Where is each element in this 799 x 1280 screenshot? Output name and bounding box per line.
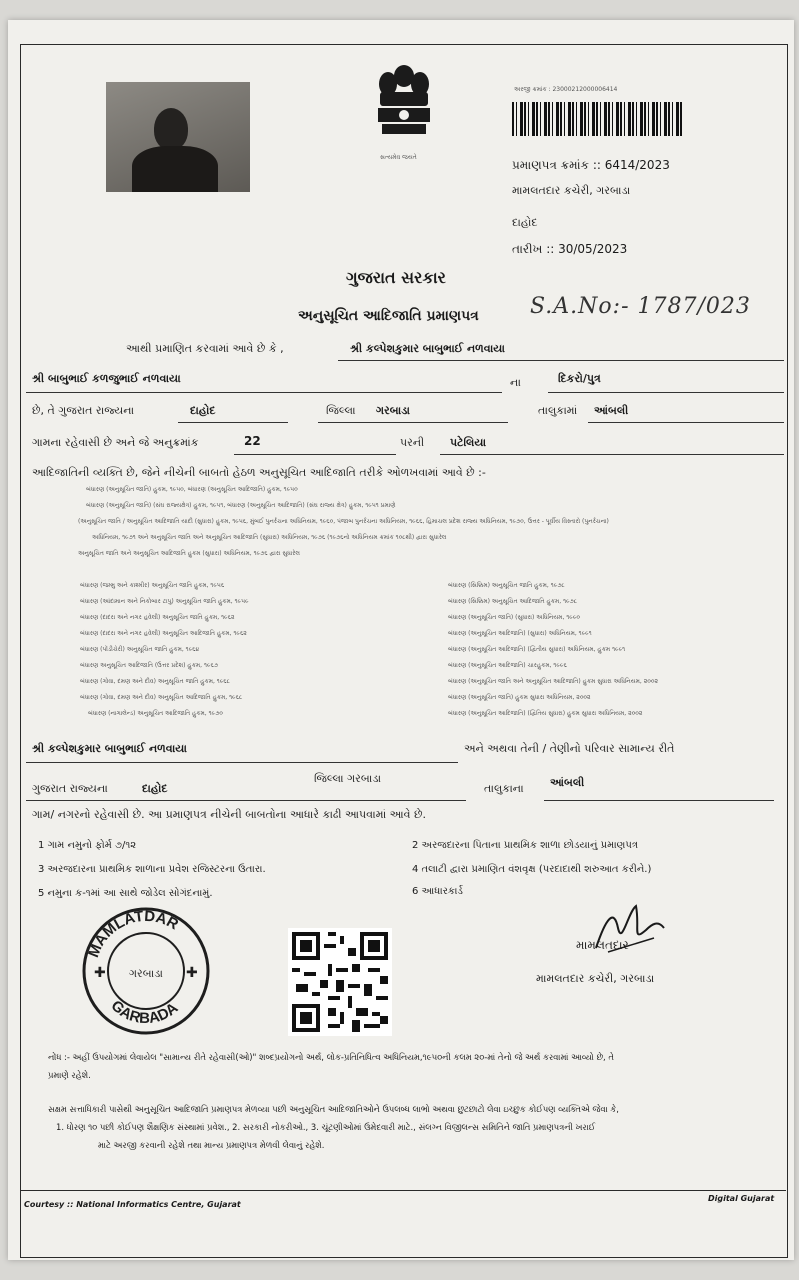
applicant-name: શ્રી કલ્પેશકુમાર બાબુભાઈ નળવાયા [350,342,505,355]
order-right: બંધારણ (અનુસૂચિત આદિજાતિ) ચારહુકમ, ૧૯૯૬ [448,662,567,669]
certify-prefix: આથી પ્રમાણિત કરવામાં આવે છે કે , [126,342,284,355]
order-left: બંધારણ (જમ્મુ અને કાશ્મીર) અનુસૂચિત જાતિ હુકમ, ૧૯૫૬ [80,582,225,589]
certificate-title: અનુસૂચિત આદિજાતિ પ્રમાણપત્ર [298,308,479,324]
order-left: બંધારણ (પોંડીચેરી) અનુસૂચિત જાતિ હુકમ, ૧૯૬૪ [80,646,200,653]
taluka-label: તાલુકામાં [538,404,578,417]
order-left: બંધારણ (દાદરા અને નગર હવેલી) અનુસૂચિત જાતિ હુકમ, ૧૯૬૨ [80,614,235,621]
document-item: 4 તલાટી દ્વારા પ્રમાણિત વંશવૃક્ષ (પરદાદાથી શરુઆત કરીને.) [412,864,652,875]
order-right: બંધારણ (અનુસૂચિત જાતિ) (સુધારા) અધિનિયમ, ૧૯૯૦ [448,614,580,621]
footer-digital-gujarat: Digital Gujarat [708,1194,775,1203]
tribe-name: પટેલિયા [450,436,487,449]
order-right: બંધારણ (અનુસૂચિત આદિજાતિ) (દ્વિતીય સુધારા) અધિનિયમ, હુકમ ૧૯૯૧ [448,646,626,653]
barcode [512,102,684,136]
mamlatdar-seal [80,905,212,1037]
footer-divider [20,1190,786,1191]
note-benefits-list: 1. ધોરણ ૧૦ પછી કોઈપણ શૈક્ષણિક સંસ્થામાં પ્રવેશ., 2. સરકારી નોકરીઓ., 3. ચૂંટણીઓમાં ઉમેદવારી માટે., સંલગ્ન વિજીલન્સ સમિતિને જાતિ પ્રમાણપત્રની ખરાઈ [56,1122,596,1132]
district-value: દાહોદ [190,404,216,417]
taluka-value: ગરબાડા [376,404,410,417]
state-prefix: છે, તે ગુજરાત રાજ્યના [32,404,135,417]
note-residency-end: પ્રમાણે રહેશે. [48,1070,91,1080]
order-line: બંધારણ (અનુસૂચિત જાતિ) હુકમ, ૧૯૫૦, બંધારણ (અનુસૂચિત આદિજાતિ) હુકમ, ૧૯૫૦ [86,486,298,493]
issuing-district: દાહોદ [512,216,538,229]
certificate-number: પ્રમાણપત્ર ક્રમાંક :: 6414/2023 [512,158,670,172]
government-title: ગુજરાત સરકાર [346,268,446,287]
svg-text:✚: ✚ [186,965,198,981]
jilla-label: જિલ્લા [326,404,356,417]
father-name: શ્રી બાબુભાઈ કળજુભાઈ નળવાયા [32,372,181,385]
issue-date: તારીખ :: 30/05/2023 [512,242,628,256]
family-village: આંબલી [550,776,585,789]
na-label: ના [510,376,521,389]
signatory-office: મામલતદાર કચેરી, ગરબાડા [536,972,655,985]
footer-courtesy: Courtesy :: National Informatics Centre, Gujarat [24,1200,241,1209]
order-right: બંધારણ (અનુસૂચિત આદિજાતિ) (દ્વિતિય સુધારા) હુકમ સુધારા અધિનિયમ, ૨૦૦૨ [448,710,643,717]
family-taluka-label: તાલુકાના [484,782,524,795]
family-state: ગુજરાત રાજ્યના [32,782,108,795]
parni-label: પરની [400,436,425,449]
order-line: અધિનિયમ, ૧૯૭૧ અને અનુસૂચિત જાતિ અને અનુસૂચિત આદિજાતિ (સુધારા) અધિનિયમ, ૧૯૭૬ (૧૯૭૬નો અધિનિયમ ક્રમાંક ૧૦૮થી) દ્વારા સુધારેલ [92,534,447,541]
order-right: બંધારણ (સિક્કિમ) અનુસૂચિત જાતિ હુકમ, ૧૯૭૮ [448,582,565,589]
basis-statement: ગામ/ નગરનો રહેવાસી છે. આ પ્રમાણપત્ર નીચેની બાબતોના આધારે કાઢી આપવામાં આવે છે. [32,808,427,821]
family-name: શ્રી કલ્પેશકુમાર બાબુભાઈ નળવાયા [32,742,187,755]
certificate-sheet [8,20,794,1260]
emblem-motto: સત્યમેવ જયતે [380,154,417,161]
order-line: અનુસૂચિત જાતિ અને અનુસૂચિત આદિજાતિ હુકમ (સુધારા) અધિનિયમ, ૧૯૭૬ દ્વારા સુધારેલ [78,550,300,557]
national-emblem-icon [368,62,440,154]
order-right: બંધારણ (અનુસૂચિત આદિજાતિ) (સુધારા) અધિનિયમ, ૧૯૯૧ [448,630,592,637]
document-item: 2 અરજદારના પિતાના પ્રાથમિક શાળા છોડયાનું પ્રમાણપત્ર [412,840,639,851]
document-item: 5 નમુના ક-૧માં આ સાથે જોડેલ સોગંદનામું. [38,888,213,899]
resident-text: ગામના રહેવાસી છે અને જે અનુક્રમાંક [32,436,199,449]
document-item: 6 આધારકાર્ડ [412,886,463,897]
order-right: બંધારણ (અનુસૂચિત જાતિ અને અનુસૂચિત આદિજાતિ) હુકમ સુધારા અધિનિયમ, ૨૦૦૨ [448,678,658,685]
note-benefits: સક્ષમ સત્તાધિકારી પાસેથી અનુસૂચિત આદિજાતિ પ્રમાણપત્ર મેળવ્યા પછી અનુસૂચિત આદિજાતિઓને ઉપલબ્ધ લાભો અથવા છુટછાટો લેવા ઇચ્છુક કોઈપણ વ્યક્તિએ જેવા કે, [48,1104,619,1114]
order-right: બંધારણ (સિક્કિમ) અનુસૂચિત આદિજાતિ હુકમ, ૧૯૭૮ [448,598,578,605]
signatory-title: મામલતદાર [576,938,629,952]
document-item: 1 ગામ નમુનો ફોર્મ ૭/૧૨ [38,840,137,851]
family-suffix: અને અથવા તેની / તેણીનો પરિવાર સામાન્ય રીતે [464,742,675,755]
family-jilla: જિલ્લા ગરબાડા [314,772,382,785]
seal-bottom-text: GARBADA [107,997,182,1028]
svg-text:✚: ✚ [94,965,106,981]
order-right: બંધારણ (અનુસૂચિત જાતિ) હુકમ સુધારા અધિનિયમ, ૨૦૦૨ [448,694,591,701]
issuing-office: મામલતદાર કચેરી, ગરબાડા [512,184,631,197]
serial-number: 22 [244,434,261,448]
order-left: બંધારણ (આંદામાન અને નિકોબાર ટાપુ) અનુસૂચિત જાતિ હુકમ, ૧૯૫૯ [80,598,249,605]
order-left: બંધારણ (ગોવા, દમણ અને દીવ) અનુસૂચિત જાતિ હુકમ, ૧૯૬૮ [80,678,230,685]
relation: દિકરો/પુત્ર [558,372,601,385]
order-line: (અનુસૂચિત જાતિ / અનુસૂચિત આદિજાતિ યાદી (સુધારા) હુકમ, ૧૯૫૬, મુંબઈ પુનર્રચના અધિનિયમ, ૧૯૬૦, પંજાબ પુનર્રચના અધિનિયમ, ૧૯૬૬, હિમાચલ પ્રદેશ રાજ્ય અધિનિયમ, ૧૯૭૦, ઉત્તર - પૂર્વીય વિસ્તારો (પુનર્રચના) [78,518,609,525]
order-left: બંધારણ (ગોવા, દમણ અને દીવ) અનુસૂચિત આદિજાતિ હુકમ, ૧૯૬૮ [80,694,243,701]
order-left: બંધારણ અનુસૂચિત આદિજાતિ (ઉત્તર પ્રદેશ) હુકમ, ૧૯૬૭ [80,662,218,669]
note-residency: નોંધ :- અહીં ઉપયોગમાં લેવાયેલ "સામાન્ય રીતે રહેવાસી(ઓ)" શબ્દપ્રયોગનો અર્થ, લોક-પ્રતિનિધિત્વ અધિનિયમ,૧૯૫૦ની કલમ ૨૦-માં તેનો જે અર્થ કરવામાં આવ્યો છે, તે [48,1052,614,1062]
handwritten-serial: S.A.No:- 1787/023 [530,294,751,319]
village-value: આંબલી [594,404,629,417]
order-left: બંધારણ (નાગાલેન્ડ) અનુસૂચિત આદિજાતિ હુકમ, ૧૯૭૦ [88,710,223,717]
family-district: દાહોદ [142,782,168,795]
note-benefits-end: માટે અરજી કરવાની રહેશે તથા માન્ય પ્રમાણપત્ર મેળવી લેવાનું રહેશે. [98,1140,325,1150]
qr-code [288,928,392,1036]
document-item: 3 અરજદારના પ્રાથમિક શાળાના પ્રવેશ રજિસ્ટરના ઉતારા. [38,864,266,875]
order-left: બંધારણ (દાદરા અને નગર હવેલી) અનુસૂચિત આદિજાતિ હુકમ, ૧૯૬૨ [80,630,247,637]
application-number: અરજી ક્રમાંક : 23000212000006414 [514,86,618,93]
seal-top-text: MAMLATDAR [85,907,182,960]
seal-center-text: ગરબાડા [129,967,163,980]
order-line: બંધારણ (અનુસૂચિત જાતિ) (સંઘ રાજ્યક્ષેત્ર) હુકમ, ૧૯૫૧, બંધારણ (અનુસૂચિત આદિજાતિ) (સંઘ રાજ્ય ક્ષેત્ર) હુકમ, ૧૯૫૧ પ્રમાણે [86,502,396,509]
tribe-statement: આદિજાતિની વ્યક્તિ છે, જેને નીચેની બાબતો હેઠળ અનુસૂચિત આદિજાતિ તરીકે ઓળખવામાં આવે છે :- [32,466,486,479]
applicant-photo [106,82,250,192]
